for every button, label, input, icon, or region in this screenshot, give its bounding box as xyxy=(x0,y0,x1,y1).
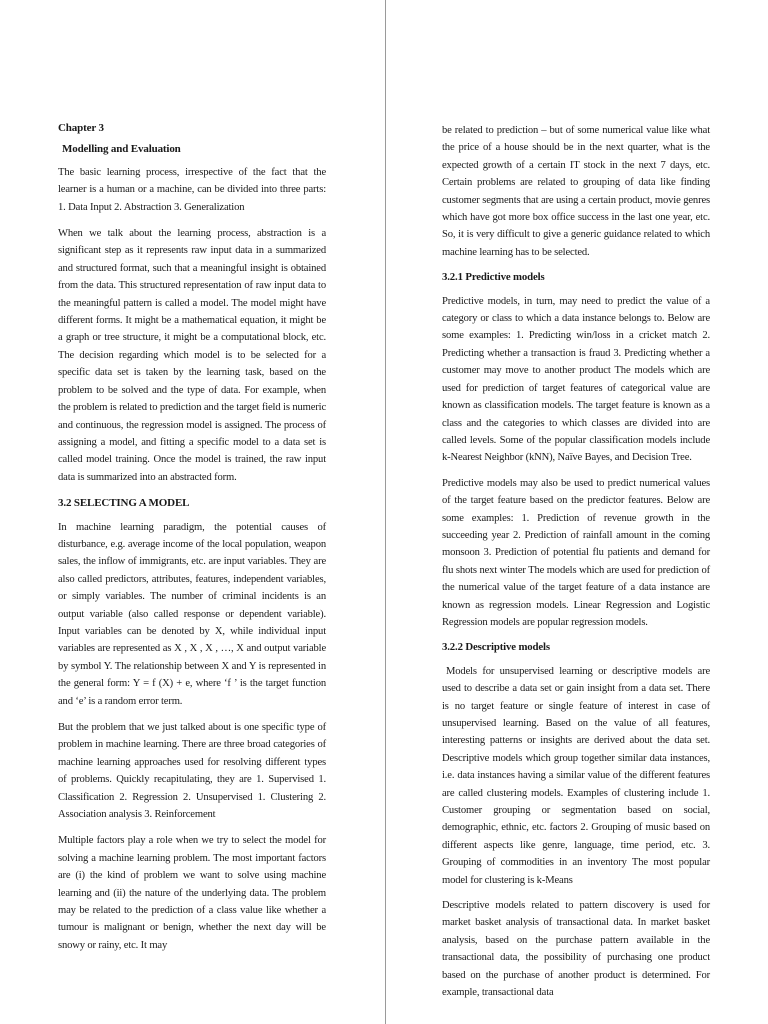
subsection-heading-predictive: 3.2.1 Predictive models xyxy=(442,271,545,284)
paragraph-regression-models: Predictive models may also be used to predict numerical values of the target feature based on the predictor features. Below are some examples: 1. Prediction of revenue growth in the succeeding year 2. Prediction of rainfall amount in the coming monsoon 3. Prediction of potential flu patients and demand for flu shots next winter The models which are used for prediction of the numerical value of the target feature of a data instance are known as regression models. Linear Regression and Logistic Regression models are popular regression models. xyxy=(442,477,710,628)
paragraph-abstraction: When we talk about the learning process, abstraction is a significant step as it represents raw input data in a summarized and structured format, such that a meaningful insight is obtained from the data. This structured representation of raw input data to the meaningful pattern is called a model. The model might have different forms. It might be a mathematical equation, it might be a graph or tree structure, it might be a computational block, etc. The decision regarding which model is to be selected for a specific data set is taken by the learning task, based on the problem to be solved and the type of data. For example, when the problem is related to prediction and the target field is numeric and continuous, the regression model is assigned. The process of assigning a model, and fitting a specific model to a data set is called model training. Once the model is trained, the raw input data is summarized into an abstracted form. xyxy=(58,228,326,483)
paragraph-clustering-models: Models for unsupervised learning or descriptive models are used to describe a data set or gain insight from a data set. There is no target feature or single feature of interest in case of unsupervised learning. Based on the value of all features, interesting patterns or insights are derived about the data set. Descriptive models which group together similar data instances, i.e. data instances having a similar value of the different features are called clustering models. Examples of clustering include 1. Customer grouping or segmentation based on social, demographic, ethnic, etc. factors 2. Grouping of music based on different aspects like genre, language, time period, etc. 3. Grouping of commodities in an inventory The most popular model for clustering is k-Means xyxy=(442,665,710,886)
paragraph-model-factors: Multiple factors play a role when we try to select the model for solving a machine learning problem. The most important factors are (i) the kind of problem we want to solve using machine learning and (ii) the nature of the underlying data. The problem may be related to the prediction of a class value like whether a tumour is malignant or benign, whether the next day will be snowy or rainy, etc. It may xyxy=(58,835,326,951)
paragraph-ml-categories: But the problem that we just talked about is one specific type of problem in machine learning. There are three broad categories of machine learning approaches used for resolving different types of problems. Quickly recapitulating, they are 1. Supervised 1. Classification 2. Regression 2. Unsupervised 1. Clustering 2. Association analysis 3. Reinforcement xyxy=(58,722,326,821)
chapter-label: Chapter 3 xyxy=(58,122,104,134)
paragraph-classification-models: Predictive models, in turn, may need to predict the value of a category or class to which a data instance belongs to. Below are some examples: 1. Predicting win/loss in a cricket match 2. Predicting whether a transaction is fraud 3. Predicting whether a customer may move to another product The models which are used for prediction of target features of categorical value are known as classification models. The target feature is known as a class and the categories to which classes are divided into are called levels. Some of the popular classification models include k-Nearest Neighbor (kNN), Naïve Bayes, and Decision Tree. xyxy=(442,295,710,464)
left-column xyxy=(58,120,326,963)
subsection-heading-descriptive: 3.2.2 Descriptive models xyxy=(442,641,550,654)
paragraph-learning-process: The basic learning process, irrespective of the fact that the learner is a human or a machine, can be divided into three parts: 1. Data Input 2. Abstraction 3. Generalization xyxy=(58,166,326,213)
paragraph-numerical-prediction: be related to prediction – but of some numerical value like what the price of a house should be in the next quarter, what is the expected growth of a certain IT stock in the next 7 days, etc. Certain problems are related to grouping of data like finding customer segments that are using a certain product, movie genres which have got more box office success in the last one year, etc. So, it is very difficult to give a generic guidance related to which machine learning has to be selected. xyxy=(442,125,710,258)
section-heading-selecting-model: 3.2 SELECTING A MODEL xyxy=(58,497,190,510)
paragraph-market-basket: Descriptive models related to pattern discovery is used for market basket analysis of transactional data. In market basket analysis, based on the purchase pattern available in the transactional data, the possibility of purchasing one product based on the purchase of another product is determined. For example, transactional data xyxy=(442,900,710,999)
page-divider xyxy=(385,0,386,1024)
chapter-title: Modelling and Evaluation xyxy=(62,143,181,156)
paragraph-input-variables: In machine learning paradigm, the potential causes of disturbance, e.g. average income of the local population, weapon sales, the inflow of immigrants, etc. are input variables. They are also called predictors, attributes, features, independent variables, or simply variables. The number of criminal incidents is an output variable (also called response or dependent variable). Input variables can be denoted by X, while individual input variables are represented as X , X , X , …, X and output variable by symbol Y. The relationship between X and Y is represented in the general form: Y = f (X) + e, where ‘f ’ is the target function and ‘e’ is a random error term. xyxy=(58,521,326,707)
right-column xyxy=(442,122,710,1010)
